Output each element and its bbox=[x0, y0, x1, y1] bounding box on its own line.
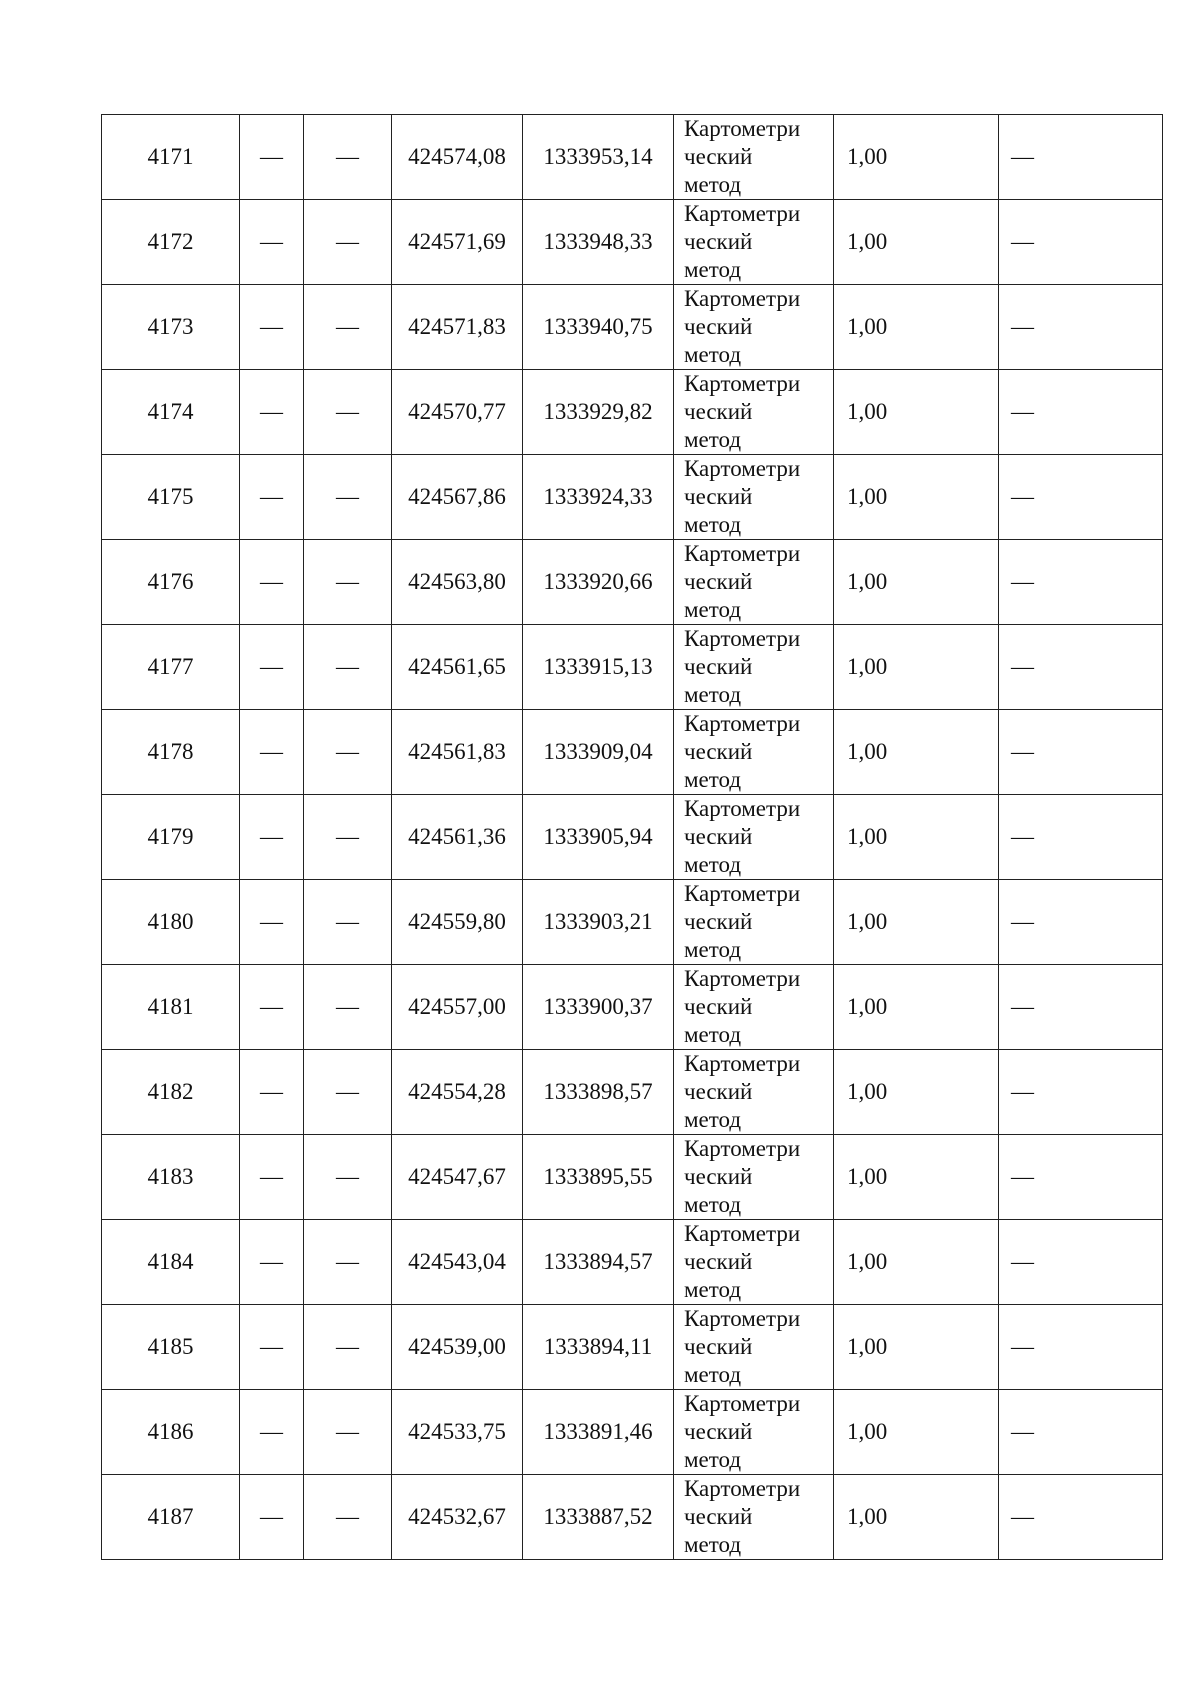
empty-value-cell: — bbox=[240, 795, 304, 880]
accuracy-cell: 1,00 bbox=[834, 1475, 999, 1560]
empty-value-cell: — bbox=[304, 1390, 392, 1475]
accuracy-cell: 1,00 bbox=[834, 795, 999, 880]
coordinate-x-cell: 424567,86 bbox=[392, 455, 523, 540]
coordinate-y-cell: 1333894,57 bbox=[523, 1220, 674, 1305]
empty-value-cell: — bbox=[304, 1050, 392, 1135]
coordinate-y-cell: 1333940,75 bbox=[523, 285, 674, 370]
accuracy-cell: 1,00 bbox=[834, 285, 999, 370]
empty-value-cell: — bbox=[304, 370, 392, 455]
note-cell: — bbox=[999, 285, 1163, 370]
note-cell: — bbox=[999, 1475, 1163, 1560]
empty-value-cell: — bbox=[304, 540, 392, 625]
empty-value-cell: — bbox=[240, 625, 304, 710]
table-row bbox=[102, 1135, 1163, 1220]
accuracy-cell: 1,00 bbox=[834, 965, 999, 1050]
coordinate-x-cell: 424532,67 bbox=[392, 1475, 523, 1560]
accuracy-cell: 1,00 bbox=[834, 455, 999, 540]
coordinate-x-cell: 424571,69 bbox=[392, 200, 523, 285]
note-cell: — bbox=[999, 625, 1163, 710]
method-cell: Картометри ческий метод bbox=[674, 370, 834, 455]
point-number-cell: 4180 bbox=[102, 880, 240, 965]
coordinate-y-cell: 1333895,55 bbox=[523, 1135, 674, 1220]
empty-value-cell: — bbox=[240, 285, 304, 370]
note-cell: — bbox=[999, 710, 1163, 795]
empty-value-cell: — bbox=[240, 370, 304, 455]
point-number-cell: 4177 bbox=[102, 625, 240, 710]
empty-value-cell: — bbox=[240, 1390, 304, 1475]
method-cell: Картометри ческий метод bbox=[674, 880, 834, 965]
table-row bbox=[102, 710, 1163, 795]
coordinate-y-cell: 1333900,37 bbox=[523, 965, 674, 1050]
method-cell: Картометри ческий метод bbox=[674, 540, 834, 625]
point-number-cell: 4183 bbox=[102, 1135, 240, 1220]
table-row bbox=[102, 1305, 1163, 1390]
empty-value-cell: — bbox=[240, 1135, 304, 1220]
point-number-cell: 4186 bbox=[102, 1390, 240, 1475]
empty-value-cell: — bbox=[304, 1475, 392, 1560]
point-number-cell: 4182 bbox=[102, 1050, 240, 1135]
table-row bbox=[102, 625, 1163, 710]
method-cell: Картометри ческий метод bbox=[674, 1220, 834, 1305]
point-number-cell: 4171 bbox=[102, 115, 240, 200]
note-cell: — bbox=[999, 1050, 1163, 1135]
coordinate-x-cell: 424563,80 bbox=[392, 540, 523, 625]
table-row bbox=[102, 1050, 1163, 1135]
coordinate-y-cell: 1333898,57 bbox=[523, 1050, 674, 1135]
table-row bbox=[102, 1220, 1163, 1305]
empty-value-cell: — bbox=[240, 1050, 304, 1135]
accuracy-cell: 1,00 bbox=[834, 370, 999, 455]
table-row bbox=[102, 200, 1163, 285]
empty-value-cell: — bbox=[304, 1305, 392, 1390]
coordinate-y-cell: 1333920,66 bbox=[523, 540, 674, 625]
empty-value-cell: — bbox=[240, 115, 304, 200]
coordinate-y-cell: 1333891,46 bbox=[523, 1390, 674, 1475]
method-cell: Картометри ческий метод bbox=[674, 455, 834, 540]
empty-value-cell: — bbox=[304, 285, 392, 370]
method-cell: Картометри ческий метод bbox=[674, 1390, 834, 1475]
coordinate-y-cell: 1333953,14 bbox=[523, 115, 674, 200]
note-cell: — bbox=[999, 540, 1163, 625]
accuracy-cell: 1,00 bbox=[834, 1135, 999, 1220]
empty-value-cell: — bbox=[240, 200, 304, 285]
table-row bbox=[102, 1475, 1163, 1560]
coordinate-y-cell: 1333929,82 bbox=[523, 370, 674, 455]
table-row bbox=[102, 115, 1163, 200]
point-number-cell: 4175 bbox=[102, 455, 240, 540]
coordinate-y-cell: 1333948,33 bbox=[523, 200, 674, 285]
note-cell: — bbox=[999, 965, 1163, 1050]
note-cell: — bbox=[999, 455, 1163, 540]
note-cell: — bbox=[999, 370, 1163, 455]
empty-value-cell: — bbox=[304, 965, 392, 1050]
method-cell: Картометри ческий метод bbox=[674, 965, 834, 1050]
coordinate-x-cell: 424539,00 bbox=[392, 1305, 523, 1390]
accuracy-cell: 1,00 bbox=[834, 1050, 999, 1135]
empty-value-cell: — bbox=[240, 710, 304, 795]
empty-value-cell: — bbox=[304, 1135, 392, 1220]
method-cell: Картометри ческий метод bbox=[674, 200, 834, 285]
point-number-cell: 4172 bbox=[102, 200, 240, 285]
coordinate-y-cell: 1333909,04 bbox=[523, 710, 674, 795]
table-row bbox=[102, 285, 1163, 370]
method-cell: Картометри ческий метод bbox=[674, 285, 834, 370]
empty-value-cell: — bbox=[240, 1475, 304, 1560]
coordinate-y-cell: 1333894,11 bbox=[523, 1305, 674, 1390]
coordinate-y-cell: 1333915,13 bbox=[523, 625, 674, 710]
method-cell: Картометри ческий метод bbox=[674, 115, 834, 200]
empty-value-cell: — bbox=[240, 965, 304, 1050]
accuracy-cell: 1,00 bbox=[834, 1390, 999, 1475]
empty-value-cell: — bbox=[304, 795, 392, 880]
empty-value-cell: — bbox=[304, 710, 392, 795]
accuracy-cell: 1,00 bbox=[834, 1305, 999, 1390]
method-cell: Картометри ческий метод bbox=[674, 1050, 834, 1135]
accuracy-cell: 1,00 bbox=[834, 625, 999, 710]
empty-value-cell: — bbox=[304, 1220, 392, 1305]
point-number-cell: 4179 bbox=[102, 795, 240, 880]
table-row bbox=[102, 540, 1163, 625]
point-number-cell: 4187 bbox=[102, 1475, 240, 1560]
coordinate-x-cell: 424571,83 bbox=[392, 285, 523, 370]
point-number-cell: 4185 bbox=[102, 1305, 240, 1390]
point-number-cell: 4173 bbox=[102, 285, 240, 370]
empty-value-cell: — bbox=[240, 540, 304, 625]
note-cell: — bbox=[999, 1135, 1163, 1220]
coordinate-x-cell: 424543,04 bbox=[392, 1220, 523, 1305]
coordinate-x-cell: 424561,36 bbox=[392, 795, 523, 880]
empty-value-cell: — bbox=[304, 625, 392, 710]
point-number-cell: 4174 bbox=[102, 370, 240, 455]
coordinate-x-cell: 424570,77 bbox=[392, 370, 523, 455]
table-row bbox=[102, 795, 1163, 880]
method-cell: Картометри ческий метод bbox=[674, 1135, 834, 1220]
accuracy-cell: 1,00 bbox=[834, 880, 999, 965]
coordinate-x-cell: 424554,28 bbox=[392, 1050, 523, 1135]
coordinate-x-cell: 424574,08 bbox=[392, 115, 523, 200]
note-cell: — bbox=[999, 880, 1163, 965]
empty-value-cell: — bbox=[240, 880, 304, 965]
method-cell: Картометри ческий метод bbox=[674, 710, 834, 795]
method-cell: Картометри ческий метод bbox=[674, 1475, 834, 1560]
accuracy-cell: 1,00 bbox=[834, 200, 999, 285]
empty-value-cell: — bbox=[304, 115, 392, 200]
point-number-cell: 4181 bbox=[102, 965, 240, 1050]
coordinates-table bbox=[101, 114, 1163, 1560]
accuracy-cell: 1,00 bbox=[834, 710, 999, 795]
accuracy-cell: 1,00 bbox=[834, 115, 999, 200]
note-cell: — bbox=[999, 795, 1163, 880]
table-row bbox=[102, 880, 1163, 965]
method-cell: Картометри ческий метод bbox=[674, 625, 834, 710]
table-row bbox=[102, 1390, 1163, 1475]
point-number-cell: 4176 bbox=[102, 540, 240, 625]
coordinate-x-cell: 424561,65 bbox=[392, 625, 523, 710]
table-row bbox=[102, 370, 1163, 455]
empty-value-cell: — bbox=[304, 455, 392, 540]
note-cell: — bbox=[999, 115, 1163, 200]
coordinate-x-cell: 424557,00 bbox=[392, 965, 523, 1050]
coordinate-y-cell: 1333924,33 bbox=[523, 455, 674, 540]
coordinate-y-cell: 1333887,52 bbox=[523, 1475, 674, 1560]
coordinate-y-cell: 1333903,21 bbox=[523, 880, 674, 965]
coordinate-y-cell: 1333905,94 bbox=[523, 795, 674, 880]
note-cell: — bbox=[999, 1220, 1163, 1305]
note-cell: — bbox=[999, 1390, 1163, 1475]
coordinate-x-cell: 424559,80 bbox=[392, 880, 523, 965]
point-number-cell: 4178 bbox=[102, 710, 240, 795]
note-cell: — bbox=[999, 200, 1163, 285]
table-body bbox=[102, 115, 1163, 1560]
method-cell: Картометри ческий метод bbox=[674, 1305, 834, 1390]
coordinate-x-cell: 424547,67 bbox=[392, 1135, 523, 1220]
coordinate-x-cell: 424561,83 bbox=[392, 710, 523, 795]
coordinate-x-cell: 424533,75 bbox=[392, 1390, 523, 1475]
table-row bbox=[102, 455, 1163, 540]
empty-value-cell: — bbox=[304, 200, 392, 285]
table-row bbox=[102, 965, 1163, 1050]
empty-value-cell: — bbox=[240, 1220, 304, 1305]
empty-value-cell: — bbox=[304, 880, 392, 965]
empty-value-cell: — bbox=[240, 1305, 304, 1390]
point-number-cell: 4184 bbox=[102, 1220, 240, 1305]
empty-value-cell: — bbox=[240, 455, 304, 540]
method-cell: Картометри ческий метод bbox=[674, 795, 834, 880]
accuracy-cell: 1,00 bbox=[834, 1220, 999, 1305]
note-cell: — bbox=[999, 1305, 1163, 1390]
accuracy-cell: 1,00 bbox=[834, 540, 999, 625]
